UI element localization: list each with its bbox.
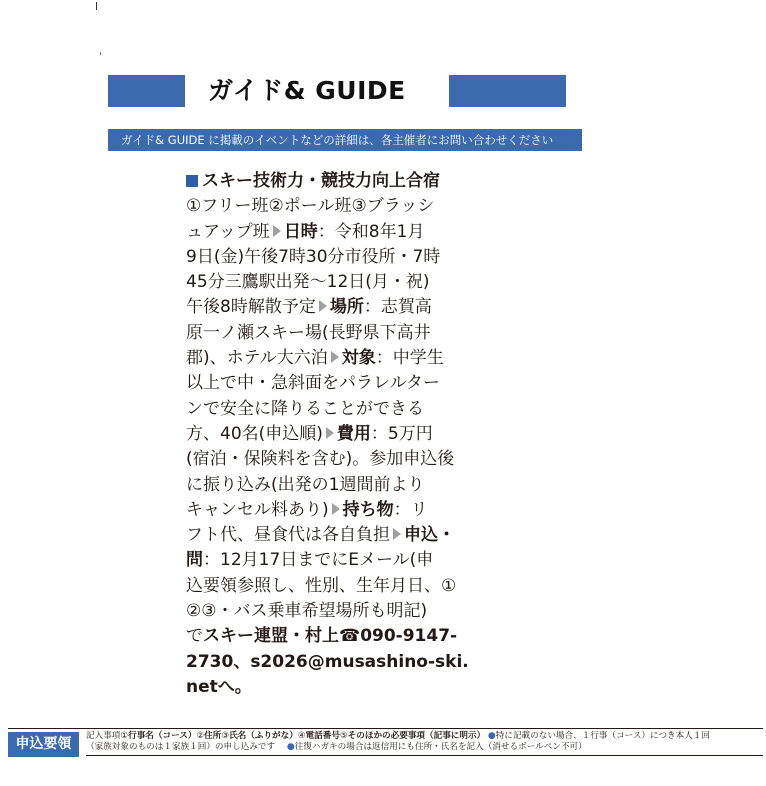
apply-text: ④ bbox=[297, 731, 306, 741]
contact-email: 2730、s2026@musashino-ski. bbox=[186, 651, 469, 672]
article-line: 45分三鷹駅出発～12日(月・祝) bbox=[186, 272, 430, 293]
contact-phone: 090-9147- bbox=[360, 626, 458, 647]
article-heading: スキー技術力・競技力向上合宿 bbox=[202, 171, 440, 191]
article-line bbox=[186, 523, 480, 548]
triangle-arrow-icon bbox=[326, 427, 334, 439]
apply-bold: 電話番号 bbox=[305, 731, 340, 741]
apply-text: 往復ハガキの場合は返信用にも住所・氏名を記入（消せるボールペン不可） bbox=[294, 742, 587, 752]
apply-text: ② bbox=[196, 731, 205, 741]
apply-text: （家族対象のものは１家族１回）の申し込みです bbox=[86, 742, 276, 752]
article-text: ：志賀高 bbox=[363, 297, 432, 318]
label-target: 対象 bbox=[341, 348, 376, 369]
guide-header bbox=[108, 75, 568, 107]
article-line bbox=[186, 675, 480, 700]
square-bullet-icon bbox=[186, 175, 198, 187]
article-text: フト代、昼食代は各自負担 bbox=[186, 525, 390, 546]
article-line: 9日(金)午後7時30分市役所・7時 bbox=[186, 246, 441, 267]
triangle-arrow-icon bbox=[332, 503, 340, 515]
application-row-1 bbox=[86, 731, 762, 742]
label-apply: 申込・ bbox=[404, 525, 455, 546]
apply-bold: 氏名（ふりがな） bbox=[229, 731, 298, 741]
article-line bbox=[186, 548, 480, 573]
article-line: (宿泊・保険料を含む)。参加申込後 bbox=[186, 449, 455, 470]
application-badge: 申込要領 bbox=[8, 732, 79, 757]
application-guide bbox=[8, 728, 763, 759]
article-text: 郡)、ホテル大六泊 bbox=[186, 348, 328, 369]
article-text: ：リ bbox=[393, 499, 428, 520]
article-line bbox=[186, 346, 480, 371]
application-row-2 bbox=[86, 742, 762, 753]
article-text: 方、40名(申込順) bbox=[186, 423, 323, 444]
label-place: 場所 bbox=[329, 297, 364, 318]
article-line bbox=[186, 422, 480, 447]
application-text bbox=[86, 731, 762, 753]
apply-bold: 行事名（コース） bbox=[128, 731, 197, 741]
article-line: に振り込み(出発の1週間前より bbox=[186, 474, 425, 495]
crop-mark bbox=[100, 52, 101, 55]
article-text: キャンセル料あり) bbox=[186, 499, 329, 520]
header-bar-left bbox=[108, 75, 185, 107]
article-line: ンで安全に降りることができる bbox=[186, 398, 424, 419]
apply-bold: そのほかの必要事項（記事に明示） bbox=[347, 731, 486, 741]
article-line bbox=[186, 295, 480, 320]
dot-bullet-icon: ● bbox=[487, 731, 496, 741]
article-line: ②③・バス乗車希望場所も明記) bbox=[186, 601, 428, 622]
label-belongings: 持ち物 bbox=[342, 499, 394, 520]
article-text: ：12月17日までにEメール(申 bbox=[203, 550, 434, 571]
contact-name: スキー連盟・村上 bbox=[203, 626, 339, 647]
article-line: 原一ノ瀬スキー場(長野県下高井 bbox=[186, 322, 431, 343]
article-text: で bbox=[186, 626, 203, 647]
label-date: 日時 bbox=[283, 221, 318, 242]
article-line bbox=[186, 624, 480, 649]
label-inquiry: 問 bbox=[186, 550, 203, 571]
apply-text: ⑤ bbox=[339, 731, 348, 741]
triangle-arrow-icon bbox=[331, 351, 339, 363]
label-fee: 費用 bbox=[336, 423, 371, 444]
triangle-arrow-icon bbox=[273, 225, 281, 237]
article-line bbox=[186, 498, 480, 523]
article-line: 以上で中・急斜面をパラレルター bbox=[186, 373, 440, 394]
telephone-icon: ☎ bbox=[339, 626, 361, 647]
article-heading-line bbox=[186, 169, 480, 194]
article-line bbox=[186, 220, 480, 245]
event-article bbox=[186, 169, 480, 700]
crop-mark bbox=[96, 2, 97, 10]
article-text: ：5万円 bbox=[370, 423, 433, 444]
apply-text: 記入事項① bbox=[86, 731, 129, 741]
article-text: ：中学生 bbox=[375, 348, 444, 369]
guide-title: ガイド& GUIDE bbox=[208, 76, 406, 105]
article-text: ：令和8年1月 bbox=[317, 221, 425, 242]
apply-text: ③ bbox=[221, 731, 230, 741]
triangle-arrow-icon bbox=[319, 300, 327, 312]
guide-subtitle: ガイド& GUIDE に掲載のイベントなどの詳細は、各主催者にお問い合わせください bbox=[108, 129, 582, 151]
article-text: ュアップ班 bbox=[186, 221, 270, 242]
apply-text: 特に記載のない場合、１行事（コース）につき本人１回 bbox=[495, 731, 711, 741]
contact-email-end: netへ。 bbox=[186, 676, 252, 697]
triangle-arrow-icon bbox=[393, 528, 401, 540]
article-line: 込要領参照し、性別、生年月日、① bbox=[186, 575, 457, 596]
dot-bullet-icon: ● bbox=[277, 742, 295, 752]
divider bbox=[86, 755, 763, 756]
article-line: ①フリー班②ポール班③ブラッシ bbox=[186, 196, 435, 217]
article-text: 午後8時解散予定 bbox=[186, 297, 316, 318]
article-line bbox=[186, 650, 480, 675]
header-bar-right bbox=[449, 75, 566, 107]
apply-bold: 住所 bbox=[204, 731, 222, 741]
